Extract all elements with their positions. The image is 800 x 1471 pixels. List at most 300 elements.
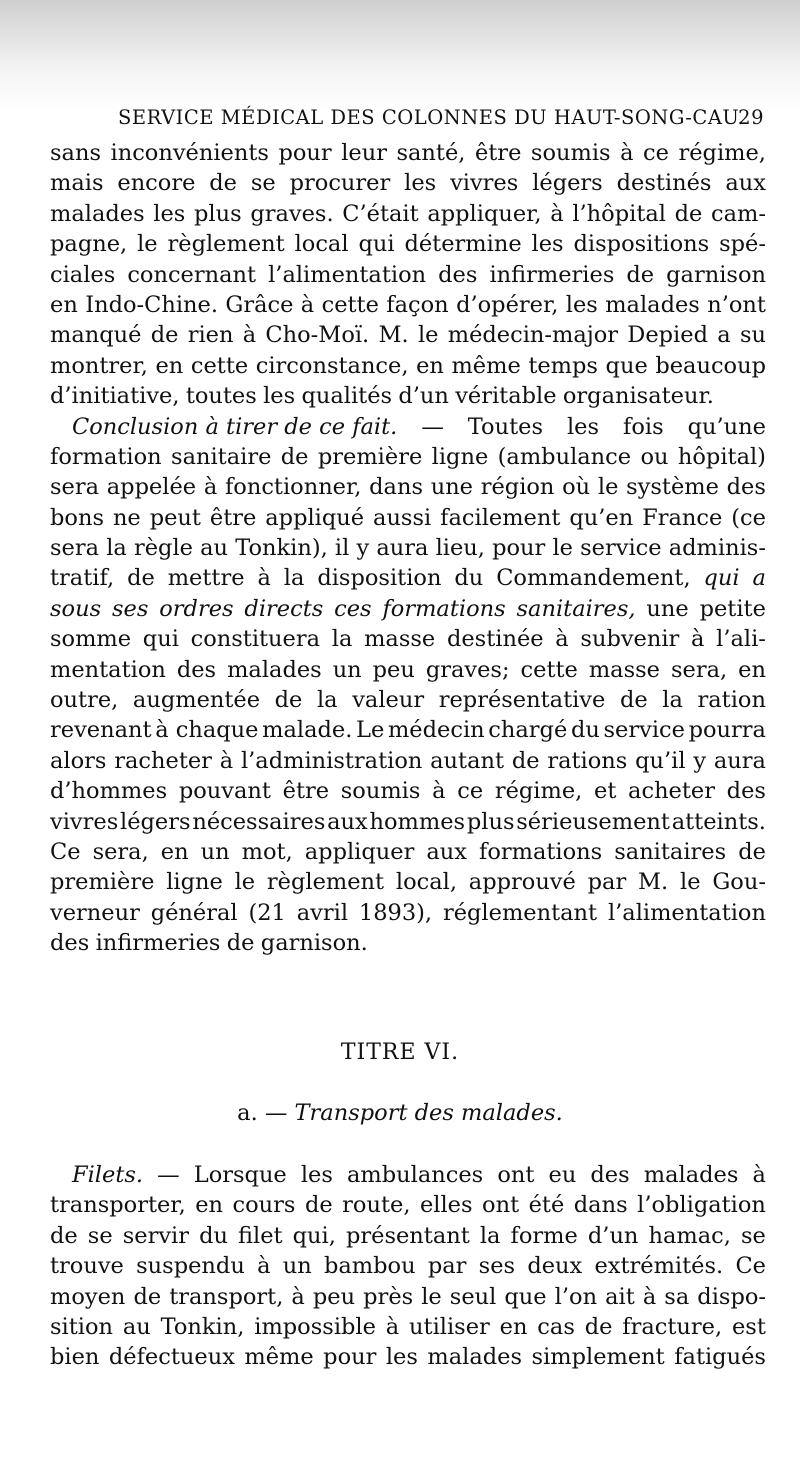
word: des [726,474,766,501]
word: près [363,1283,414,1310]
word: Le [356,717,385,744]
word: à [219,747,234,774]
word: d’hommes [50,778,168,805]
word: règle [133,535,193,562]
word: l’hôpital [572,200,666,227]
word: qui [358,231,395,258]
word: la [331,626,353,653]
word: ciales [50,261,116,288]
word: en [738,656,766,683]
word: infirmeries [489,261,615,288]
word: sera [50,474,100,501]
word: a [752,565,766,592]
text-line [50,1251,766,1281]
word: appliquer, [427,200,542,227]
word: service [580,535,662,562]
text-line [50,837,766,867]
word: région [480,474,555,501]
text-line [50,563,766,593]
word: les [404,170,437,197]
text-line [50,320,766,350]
text-line [50,351,766,381]
word: la [479,1222,501,1249]
word: disposition [317,565,442,592]
text-line [50,928,766,958]
word: appliqué [265,504,365,531]
word: à [752,1162,766,1188]
word: Lorsque [193,1162,287,1188]
word: est [731,1313,766,1340]
word: deux [527,1253,583,1280]
word: à [291,1283,305,1310]
body-text-2 [50,1160,766,1373]
word: ambulances [347,1162,484,1188]
word: pour [278,140,332,166]
word: elles [419,1192,473,1219]
word: système [626,474,719,501]
word: de [304,1192,333,1219]
word: circonstance, [255,352,409,379]
page-number: 29 [738,106,764,129]
text-line [50,685,766,715]
word: ses [111,595,149,622]
word: Ce [50,838,81,865]
word: facilement [440,504,561,531]
word: mettre [167,565,245,592]
word: à [300,291,315,318]
word: cette [321,291,379,318]
word: formations [479,838,603,865]
word: extrémités. [594,1253,724,1280]
word: des [176,656,217,683]
word: manqué [50,322,142,349]
word: France [642,504,723,531]
word: infirmeries [95,930,221,957]
word: et [594,778,617,805]
word: nécessaires [192,808,326,835]
text-line [50,715,766,745]
word: à [642,1283,657,1310]
word: M. [378,322,409,349]
word: dans [573,1192,628,1219]
word: de [209,170,237,197]
word: — [157,1162,180,1188]
word: à [550,200,564,227]
word: sous [50,595,102,622]
word: d’un [587,1222,639,1249]
text-line [50,503,766,533]
text-line [50,594,766,624]
word: qu’une [687,413,766,440]
word: cette [520,656,578,683]
word: ont [482,1192,520,1219]
word: soumis [340,778,421,805]
word: malade. [262,717,353,744]
word: que [504,1283,547,1310]
word: par [427,1253,467,1280]
word: les [153,200,186,227]
word: eu [548,1162,577,1188]
word: ordres [159,595,234,622]
word: qu’en [569,504,634,531]
text-line [50,1312,766,1342]
word: règlement [167,231,285,258]
word: procurer [289,170,391,197]
word: malades [427,1344,523,1371]
word: Filets. [72,1162,144,1188]
word: y [356,535,370,562]
word: soumis [530,140,611,166]
word: de [133,1283,162,1310]
word: se [87,1222,113,1249]
word: Gou- [712,869,766,896]
word: façon [386,291,449,318]
word: une [646,595,689,622]
word: destinée [446,626,544,653]
word: règlement [266,869,385,896]
word: même [451,352,521,379]
word: représentative [438,687,606,714]
word: vivres [50,808,119,835]
running-head-title: SERVICE MÉDICAL DES COLONNES DU HAUT-SONG-CAU. [118,106,745,129]
word: beaucoup [655,352,766,379]
word: sa [664,1283,690,1310]
word: en [195,1192,224,1219]
word: appelée [106,474,197,501]
word: de [674,200,703,227]
word: qui [142,626,179,653]
word: être [209,504,257,531]
word: en [416,352,444,379]
word: de [738,838,766,865]
text-line [50,138,766,168]
word: à [257,565,271,592]
word: verneur [50,899,140,926]
word: en [155,352,184,379]
text-line [50,1221,766,1251]
word: de [511,747,540,774]
word: un [282,1253,312,1280]
word: filet [238,1222,283,1249]
word: ce [643,140,669,166]
word: de [584,1313,613,1340]
word: ce [457,778,484,805]
word: ration [697,687,766,714]
word: su [739,322,766,349]
word: dispositions [573,231,710,258]
word: local [294,231,349,258]
word: aux [426,838,467,865]
word: concernant [127,261,257,288]
word: organisateur. [562,383,714,410]
word: été [528,1192,565,1219]
word: M. [638,869,669,896]
word: seul [449,1283,497,1310]
word: une [430,474,474,501]
word: que [605,352,648,379]
word: destinés [616,170,712,197]
section-title: TITRE VI. [340,1040,460,1065]
word: hamac, [648,1222,731,1249]
word: de [127,565,155,592]
word: bien [50,1344,100,1371]
word: hôpital) [677,443,766,470]
word: les [263,383,296,410]
word: l’obligation [637,1192,766,1219]
text-line [50,1282,766,1312]
word: garnison. [260,930,368,957]
word: sans [50,140,101,166]
word: où [562,474,591,501]
text-line [50,168,766,198]
word: lieu, [435,535,485,562]
word: qui [703,565,740,592]
word: mot, [241,838,293,865]
word: des [590,1162,630,1188]
word: régime, [494,778,583,805]
word: malades [50,200,145,227]
word: la [316,687,338,714]
word: ait [605,1283,635,1310]
word: toutes [185,383,257,410]
word: être [282,778,330,805]
word: ou [640,443,669,470]
word: à [242,322,257,349]
word: transporter, [50,1192,186,1219]
word: de [280,443,309,470]
word: aura [713,747,766,774]
word: fonctionner, [224,474,362,501]
word: du [454,565,484,592]
word: service [603,717,685,744]
word: ses [478,1253,516,1280]
word: en [499,1313,528,1340]
word: adminis- [668,535,766,562]
word: simplement [531,1344,665,1371]
word: malades [643,1162,739,1188]
word: rien [187,322,234,349]
word: (ce [731,504,766,531]
body-text [50,138,766,959]
word: graves. [250,200,334,227]
word: du [570,717,600,744]
word: spé- [719,231,766,258]
word: atteints. [671,808,766,835]
word: Toutes [467,413,543,440]
word: malades [605,291,700,318]
word: d’opérer, [456,291,559,318]
word: revenant [50,717,152,744]
word: (ambulance [497,443,632,470]
word: de [226,930,255,957]
word: constituera [190,626,321,653]
word: cette [190,352,249,379]
word: subvenir [580,626,680,653]
word: être [474,140,522,166]
word: le [680,869,701,896]
word: pouvant [178,778,271,805]
word: un [200,838,230,865]
word: qualités [301,383,393,410]
word: sérieusement [516,808,670,835]
word: au [122,1313,151,1340]
word: suspendu [136,1253,245,1280]
word: temps [528,352,598,379]
word: d’un [398,383,449,410]
word: montrer, [50,352,148,379]
word: de [274,687,303,714]
word: se [250,170,276,197]
word: la [106,535,127,562]
text-line [50,533,766,563]
word: à [385,1313,400,1340]
word: première [317,443,423,470]
word: formation [50,443,162,470]
word: fatigués [674,1344,766,1371]
word: aux [327,808,368,835]
word: Commandement, [496,565,691,592]
word: augmentée [132,687,261,714]
word: des [438,261,478,288]
text-line [50,776,766,806]
word: même [244,1344,314,1371]
word: aura [376,535,429,562]
word: sera, [670,656,728,683]
word: la [283,565,305,592]
word: de [626,261,655,288]
text-line [50,381,766,411]
word: plus [194,200,242,227]
text-line [50,1190,766,1220]
word: l’on [554,1283,598,1310]
word: sanitaire [171,443,272,470]
word: détermine [404,231,522,258]
word: sanitaires, [516,595,636,622]
text-line [50,412,766,442]
word: trouve [50,1253,124,1280]
word: des [726,778,766,805]
word: peut [149,504,201,531]
word: les [565,291,598,318]
word: bons [50,504,104,531]
word: le [597,474,619,501]
word: mais [50,170,104,197]
word: hommes [369,808,466,835]
word: ne [112,504,141,531]
word: les [531,231,564,258]
word: bambou [323,1253,416,1280]
word: somme [50,626,132,653]
word: sera, [92,838,149,865]
word: leur [341,140,387,166]
word: défectueux [108,1344,235,1371]
word: le [417,322,439,349]
word: à [257,1253,271,1280]
word: petite [699,595,766,622]
running-head [48,106,764,136]
word: inconvénients [110,140,269,166]
word: présentant [345,1222,470,1249]
text-line [50,898,766,928]
word: cam- [711,200,766,227]
text-line [50,199,766,229]
word: avril [296,899,349,926]
word: C’était [342,200,419,227]
word: sera [50,535,100,562]
word: pagne, [50,231,128,258]
word: à [620,140,634,166]
text-line [50,260,766,290]
word: encore [117,170,196,197]
word: vivres [450,170,519,197]
word: santé, [396,140,466,166]
word: route, [342,1192,411,1219]
word: aux [725,170,766,197]
word: dispo- [697,1283,766,1310]
word: les [566,413,600,440]
word: sition [50,1313,114,1340]
word: du [199,1222,228,1249]
word: un [332,656,362,683]
word: (21 [248,899,286,926]
word: médecin [387,717,485,744]
word: d’initiative, [50,383,180,410]
word: à chaque [155,717,259,744]
word: l’alimentation [268,261,427,288]
word: garnison [666,261,766,288]
word: pour [323,1344,377,1371]
word: local, [395,869,457,896]
word: se [740,1222,766,1249]
word: acheter [628,778,715,805]
word: l’ali- [716,626,766,653]
word: il [334,535,350,562]
word: de [619,687,648,714]
word: en [50,291,78,318]
text-line [50,442,766,472]
word: fracture, [622,1313,723,1340]
word: transport, [169,1283,284,1310]
word: rations [547,747,628,774]
word: racheter [114,747,212,774]
word: — [421,413,444,440]
word: formations [382,595,506,622]
word: outre, [50,687,119,714]
text-line [50,472,766,502]
word: Cho-Moï. [265,322,370,349]
word: Grâce [225,291,294,318]
word: valeur [352,687,425,714]
word: à [555,626,569,653]
word: dans [369,474,423,501]
word: aussi [373,504,432,531]
word: directs [244,595,324,622]
word: mentation [50,656,166,683]
word: fois [623,413,664,440]
word: peu [312,1283,356,1310]
word: le [234,869,256,896]
word: Depied [627,322,708,349]
word: des [50,930,90,957]
word: pourra [688,717,766,744]
text-line [50,290,766,320]
word: la [662,687,683,714]
text-line [50,1342,766,1372]
word: le [552,535,573,562]
word: régime, [678,140,766,166]
subtitle-italic: Transport des malades. [294,1100,563,1126]
word: qui, [292,1222,336,1249]
